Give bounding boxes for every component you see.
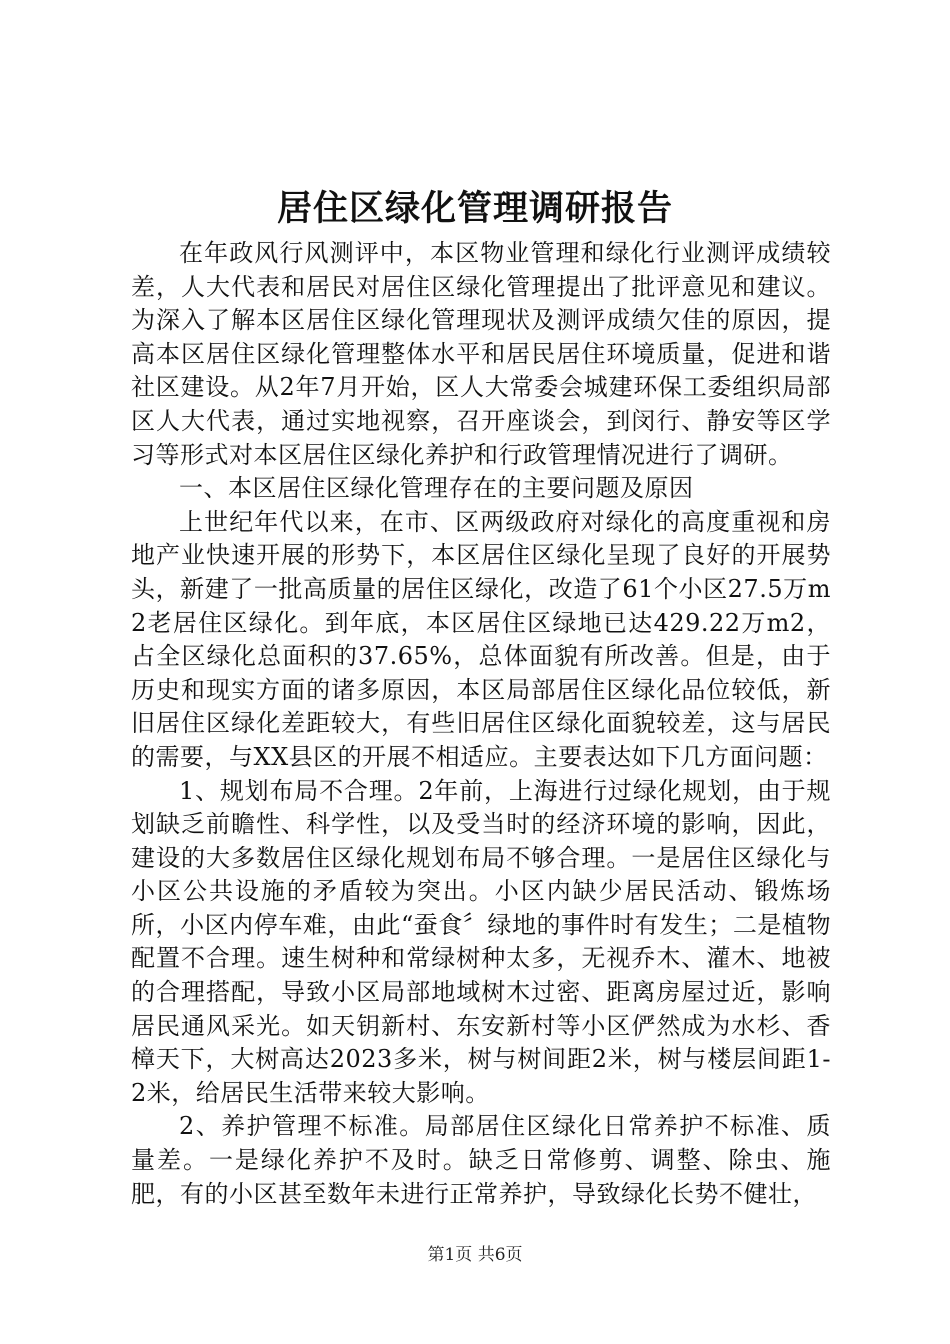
- paragraph-intro: 在年政风行风测评中，本区物业管理和绿化行业测评成绩较差，人大代表和居民对居住区绿化管理提出了批评意见和建议。为深入了解本区居住区绿化管理现状及测评成绩欠佳的原因，提高本区居住区绿化管理整体水平和居民居住环境质量，促进和谐社区建设。从2年7月开始，区人大常委会城建环保工委组织局部区人大代表，通过实地视察，召开座谈会，到闵行、静安等区学习等形式对本区居住区绿化养护和行政管理情况进行了调研。: [131, 239, 831, 469]
- document-body: [131, 237, 831, 1211]
- document-title: 居住区绿化管理调研报告: [276, 188, 673, 229]
- paragraph-overview: 上世纪年代以来，在市、区两级政府对绿化的高度重视和房地产业快速开展的形势下，本区居住区绿化呈现了良好的开展势头，新建了一批高质量的居住区绿化，改造了61个小区27.5万m2老居住区绿化。到年底，本区居住区绿地已达429.22万m2，占全区绿化总面积的37.65%，总体面貌有所改善。但是，由于历史和现实方面的诸多原因，本区局部居住区绿化品位较低，新旧居住区绿化差距较大，有些旧居住区绿化面貌较差，这与居民的需要，与XX县区的开展不相适应。主要表达如下几方面问题：: [131, 507, 831, 771]
- paragraph-maintenance-issue: 2、养护管理不标准。局部居住区绿化日常养护不标准、质量差。一是绿化养护不及时。缺乏日常修剪、调整、除虫、施肥，有的小区甚至数年未进行正常养护，导致绿化长势不健壮，: [131, 1112, 831, 1208]
- page-number-footer: 第1页 共6页: [427, 1245, 523, 1265]
- paragraph-planning-issue: 1、规划布局不合理。2年前，上海进行过绿化规划，由于规划缺乏前瞻性、科学性，以及受当时的经济环境的影响，因此，建设的大多数居住区绿化规划布局不够合理。一是居住区绿化与小区公共设施的矛盾较为突出。小区内缺少居民活动、锻炼场所，小区内停车难，由此“蚕食〞绿地的事件时有发生；二是植物配置不合理。速生树种和常绿树种太多，无视乔木、灌木、地被的合理搭配，导致小区局部地域树木过密、距离房屋过近，影响居民通风采光。如天钥新村、东安新村等小区俨然成为水杉、香樟天下，大树高达2023多米，树与树间距2米，树与楼层间距1-2米，给居民生活带来较大影响。: [131, 776, 831, 1107]
- section-heading-1: 一、本区居住区绿化管理存在的主要问题及原因: [179, 474, 694, 503]
